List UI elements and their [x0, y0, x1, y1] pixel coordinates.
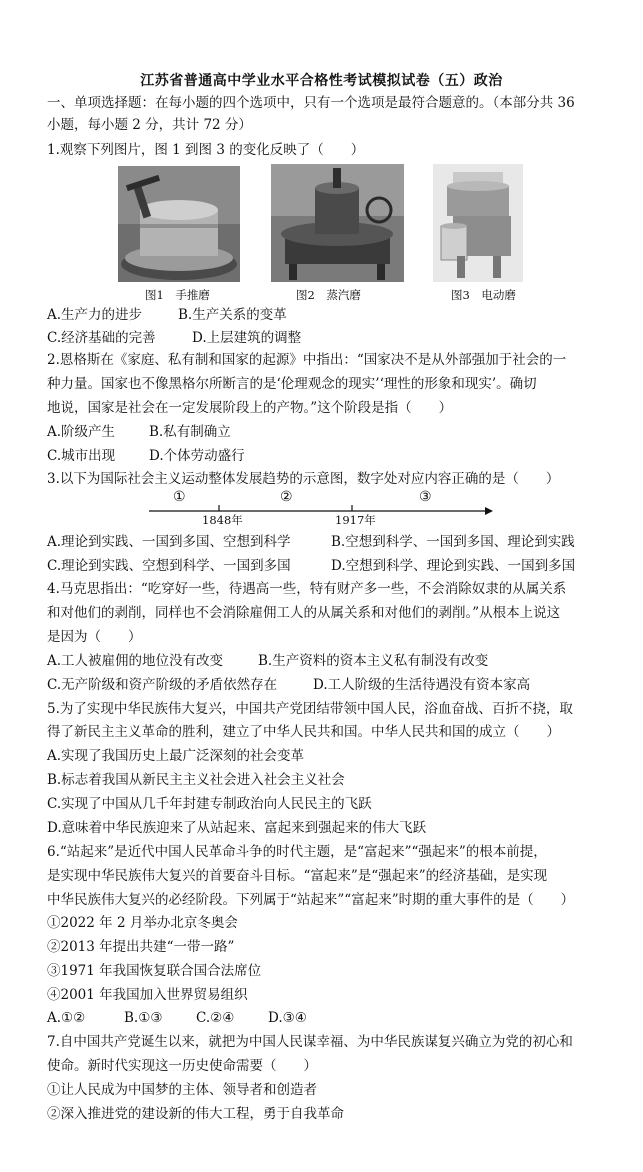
q2-option-a: A.阶级产生: [47, 424, 116, 440]
section-heading-line2: 小题，每小题 2 分，共计 72 分）: [47, 117, 252, 133]
q2-line2: 种力量。国家也不像黑格尔所断言的是‘伦理观念的现实’‘理性的形象和现实’。确切: [47, 376, 537, 392]
q6-line2: 是实现中华民族伟大复兴的首要奋斗目标。“富起来”是“强起来”的经济基础，是实现: [47, 868, 548, 884]
q2-option-b: B.私有制确立: [149, 424, 231, 440]
electric-mill-image: [433, 164, 523, 282]
q2-line1: 2.恩格斯在《家庭、私有制和国家的起源》中指出：“国家决不是从外部强加于社会的一: [47, 352, 567, 368]
timeline-year-1917: 1917年: [335, 513, 376, 527]
q7-item-1: ①让人民成为中国梦的主体、领导者和创造者: [47, 1082, 317, 1098]
fig3-caption: 图3 电动磨: [451, 288, 516, 302]
q7-line2: 使命。新时代实现这一历史使命需要（ ）: [47, 1058, 317, 1074]
q5-line1: 5.为了实现中华民族伟大复兴，中国共产党团结带领中国人民，浴血奋战、百折不挠，取: [47, 701, 573, 717]
q3-stem: 3.以下为国际社会主义运动整体发展趋势的示意图，数字处对应内容正确的是（ ）: [47, 471, 560, 487]
q1-stem: 1.观察下列图片，图 1 到图 3 的变化反映了（ ）: [47, 142, 365, 158]
q5-option-a: A.实现了我国历史上最广泛深刻的社会变革: [47, 748, 305, 764]
q4-option-a: A.工人被雇佣的地位没有改变: [47, 653, 224, 669]
q6-item-3: ③1971 年我国恢复联合国合法席位: [47, 963, 262, 979]
q6-item-4: ④2001 年我国加入世界贸易组织: [47, 987, 248, 1003]
q1-option-b: B.生产关系的变革: [178, 307, 287, 323]
hand-mill-image: [118, 166, 240, 282]
q2-line3: 地说，国家是社会在一定发展阶段上的产物。”这个阶段是指（ ）: [47, 400, 453, 416]
q6-option-a: A.①②: [47, 1010, 86, 1026]
q6-line1: 6.“站起来”是近代中国人民革命斗争的时代主题，是“富起来”“强起来”的根本前提，: [47, 844, 547, 860]
q6-option-d: D.③④: [268, 1010, 307, 1026]
q7-item-2: ②深入推进党的建设新的伟大工程，勇于自我革命: [47, 1106, 344, 1122]
q4-line2: 和对他们的剥削，同样也不会消除雇佣工人的从属关系和对他们的剥削。”从根本上说这: [47, 605, 561, 621]
steam-mill-image: [271, 164, 404, 282]
timeline-year-1848: 1848年: [202, 513, 243, 527]
q1-option-d: D.上层建筑的调整: [192, 330, 302, 346]
q5-option-c: C.实现了中国从几千年封建专制政治向人民民主的飞跃: [47, 796, 372, 812]
page-title: 江苏省普通高中学业水平合格性考试模拟试卷（五）政治: [140, 73, 503, 89]
q1-option-c: C.经济基础的完善: [47, 330, 156, 346]
q2-option-c: C.城市出现: [47, 448, 116, 464]
socialism-timeline: [145, 485, 495, 525]
timeline-marker-2: ②: [280, 489, 293, 505]
q3-option-d: D.空想到科学、理论到实践、一国到多国: [331, 558, 576, 574]
timeline-axis: [145, 485, 495, 525]
q5-line2: 得了新民主主义革命的胜利，建立了中华人民共和国。中华人民共和国的成立（ ）: [47, 724, 560, 740]
q2-option-d: D.个体劳动盛行: [149, 448, 245, 464]
timeline-marker-3: ③: [419, 489, 432, 505]
q7-line1: 7.自中国共产党诞生以来，就把为中国人民谋幸福、为中华民族谋复兴确立为党的初心和: [47, 1034, 573, 1050]
q4-line1: 4.马克思指出：“吃穿好一些，待遇高一些，特有财产多一些，不会消除奴隶的从属关系: [47, 581, 567, 597]
q3-option-c: C.理论到实践、空想到科学、一国到多国: [47, 558, 291, 574]
q3-option-b: B.空想到科学、一国到多国、理论到实践: [331, 534, 575, 550]
q5-option-d: D.意味着中华民族迎来了从站起来、富起来到强起来的伟大飞跃: [47, 820, 427, 836]
q4-option-d: D.工人阶级的生活待遇没有资本家高: [313, 677, 531, 693]
q6-option-b: B.①③: [124, 1010, 163, 1026]
fig1-caption: 图1 手推磨: [145, 288, 210, 302]
q5-option-b: B.标志着我国从新民主主义社会进入社会主义社会: [47, 772, 345, 788]
q4-line3: 是因为（ ）: [47, 629, 142, 645]
q6-option-c: C.②④: [196, 1010, 235, 1026]
q6-item-2: ②2013 年提出共建“一带一路”: [47, 939, 235, 955]
section-heading-line1: 一、单项选择题：在每小题的四个选项中，只有一个选项是最符合题意的。（本部分共 36: [47, 95, 575, 111]
fig2-caption: 图2 蒸汽磨: [296, 288, 361, 302]
q4-option-b: B.生产资料的资本主义私有制没有改变: [258, 653, 489, 669]
q1-option-a: A.生产力的进步: [47, 307, 143, 323]
timeline-marker-1: ①: [173, 489, 186, 505]
q6-item-1: ①2022 年 2 月举办北京冬奥会: [47, 915, 238, 931]
q4-option-c: C.无产阶级和资产阶级的矛盾依然存在: [47, 677, 278, 693]
q3-option-a: A.理论到实践、一国到多国、空想到科学: [47, 534, 291, 550]
q6-line3: 中华民族伟大复兴的必经阶段。下列属于“站起来”“富起来”时期的重大事件的是（ ）: [47, 892, 575, 908]
